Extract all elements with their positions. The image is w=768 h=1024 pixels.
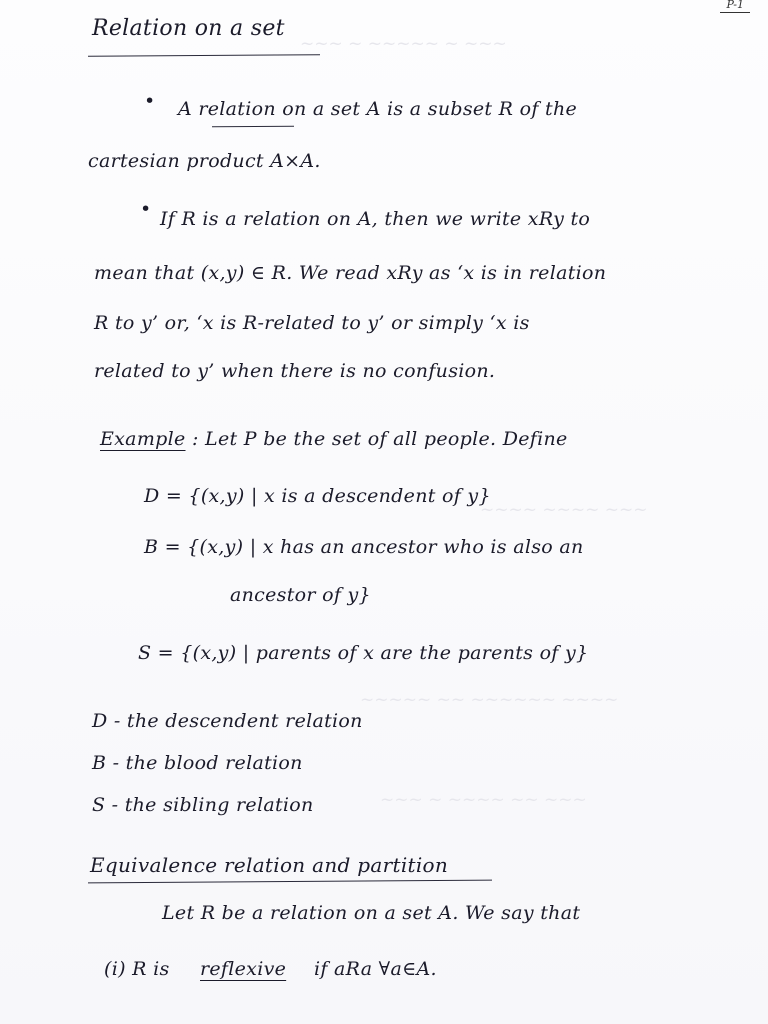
item-i-rest: if aRa ∀a∈A. — [314, 958, 437, 980]
set-d-definition: D = {(x,y) | x is a descendent of y} — [144, 485, 491, 507]
set-b-definition-line-1: B = {(x,y) | x has an ancestor who is also an — [144, 536, 584, 558]
page-number: P-1 — [720, 0, 750, 13]
example-intro: : Let P be the set of all people. Define — [192, 428, 568, 450]
page-heading: Relation on a set — [92, 16, 285, 41]
bullet-2-line-4: related to y’ when there is no confusion. — [94, 360, 496, 382]
relation-name-d: D - the descendent relation — [92, 710, 363, 732]
heading-underline — [88, 54, 320, 57]
section-2-underline — [88, 880, 492, 884]
bullet-2-line-2: mean that (x,y) ∈ R. We read xRy as ‘x is in relation — [94, 262, 607, 284]
item-i-prefix: (i) R is — [104, 958, 170, 980]
bleed-through-3: ~~~~~ ~~ ~~~~~~ ~~~~ — [360, 690, 619, 710]
bleed-through-4: ~~~ ~ ~~~~ ~~ ~~~ — [380, 790, 587, 810]
bullet-1-line-2: cartesian product A×A. — [88, 150, 321, 172]
section-2-heading: Equivalence relation and partition — [90, 853, 449, 877]
set-s-definition: S = {(x,y) | parents of x are the parents of y} — [138, 642, 589, 664]
set-b-definition-line-2: ancestor of y} — [230, 584, 371, 606]
bullet-1-line-1: A relation on a set A is a subset R of the — [178, 98, 578, 120]
example-label: Example — [100, 428, 186, 450]
section-2-line-1: Let R be a relation on a set A. We say that — [162, 902, 581, 924]
bullet-2-marker: • — [140, 198, 152, 220]
bullet-2-line-3: R to y’ or, ‘x is R-related to y’ or simply ‘x is — [94, 312, 530, 334]
bullet-2-line-1: If R is a relation on A, then we write xRy to — [160, 208, 591, 230]
relation-name-b: B - the blood relation — [92, 752, 303, 774]
bleed-through-2: ~~~~ ~~~~ ~~~ — [480, 500, 648, 520]
reflexive-term: reflexive — [200, 958, 287, 980]
bleed-through-1: ~~~ ~ ~~~~~ ~ ~~~ — [300, 34, 507, 54]
bullet-1-marker: • — [144, 90, 156, 112]
relation-underline — [212, 126, 294, 128]
relation-name-s: S - the sibling relation — [92, 794, 314, 816]
